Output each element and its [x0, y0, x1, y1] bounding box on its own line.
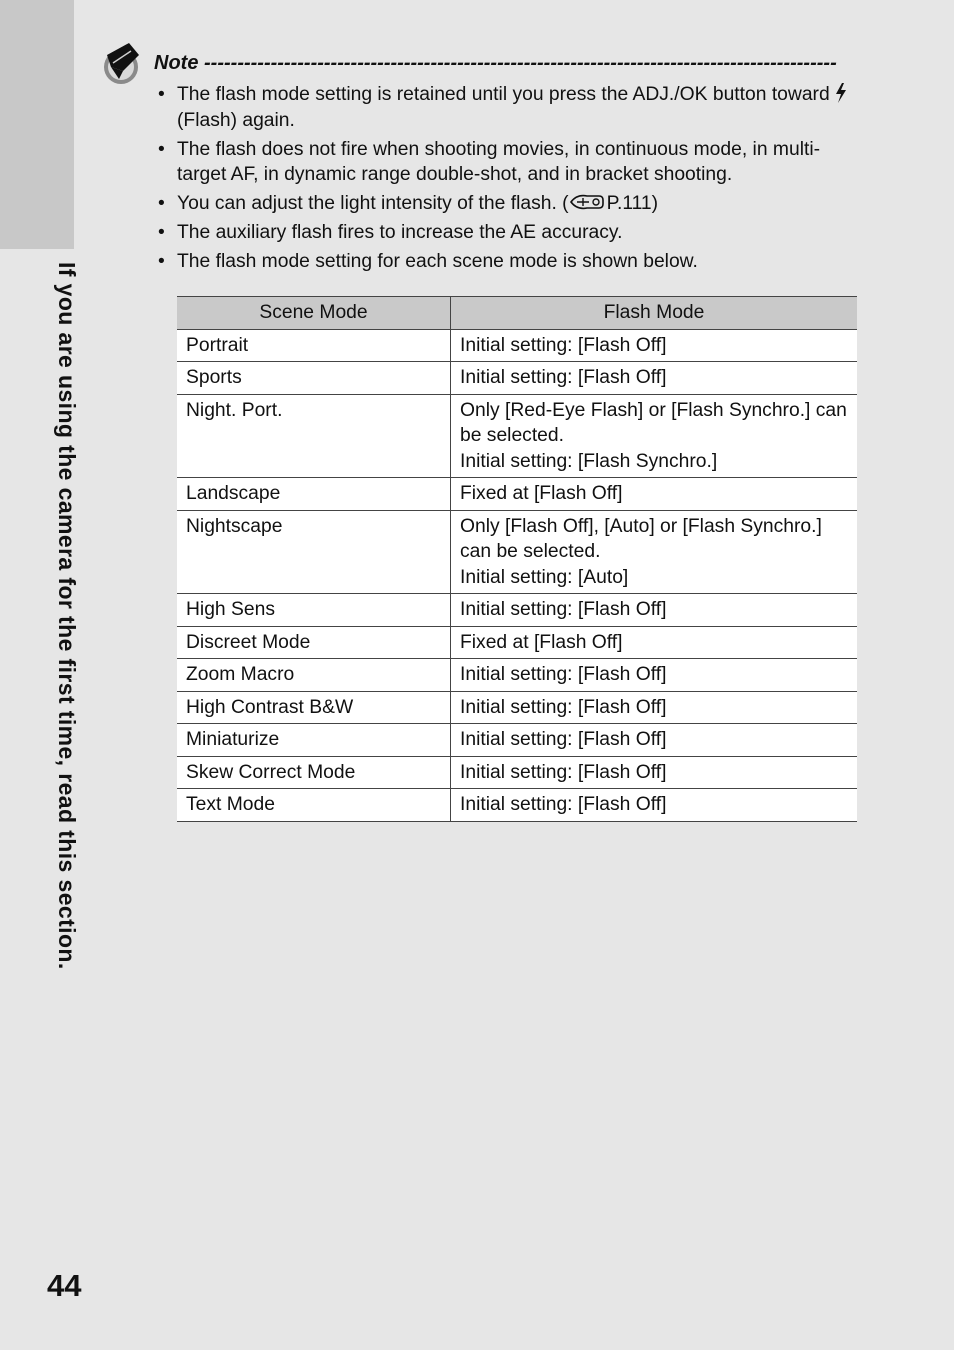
reference-icon: [569, 192, 605, 212]
header-flash-mode: Flash Mode: [451, 297, 858, 330]
table-row: [177, 510, 857, 594]
flash-cell: Initial setting: [Flash Off]: [451, 659, 858, 692]
table-row: [177, 659, 857, 692]
note-pencil-icon: [101, 41, 141, 85]
flash-cell: Only [Red-Eye Flash] or [Flash Synchro.] can be selected. Initial setting: [Flash Synchro.]: [451, 394, 858, 478]
flash-icon: [834, 83, 848, 103]
scene-cell: Night. Port.: [177, 394, 451, 478]
chapter-side-tab: [0, 0, 74, 249]
table-row: [177, 691, 857, 724]
flash-cell: Initial setting: [Flash Off]: [451, 789, 858, 822]
table-row: [177, 756, 857, 789]
flash-cell: Fixed at [Flash Off]: [451, 626, 858, 659]
flash-cell: Initial setting: [Flash Off]: [451, 594, 858, 627]
table-row: [177, 329, 857, 362]
scene-cell: Portrait: [177, 329, 451, 362]
flash-cell: Initial setting: [Flash Off]: [451, 362, 858, 395]
bullet-item: [158, 137, 858, 188]
table-row: [177, 626, 857, 659]
header-scene-mode: Scene Mode: [177, 297, 451, 330]
scene-cell: Landscape: [177, 478, 451, 511]
note-bullet-list: [158, 82, 858, 278]
scene-cell: Miniaturize: [177, 724, 451, 757]
bullet-text: You can adjust the light intensity of the flash. (: [177, 193, 569, 214]
scene-flash-table: [177, 296, 857, 822]
scene-cell: Skew Correct Mode: [177, 756, 451, 789]
note-divider: -----------------------------------------------------------------------------------------------: [204, 52, 837, 74]
flash-cell: Initial setting: [Flash Off]: [451, 329, 858, 362]
flash-cell: Fixed at [Flash Off]: [451, 478, 858, 511]
bullet-item: [158, 82, 858, 133]
bullet-text: The flash does not fire when shooting movies, in continuous mode, in multi-target AF, in dynamic range double-shot, and in bracket shooting.: [177, 138, 821, 185]
scene-cell: Discreet Mode: [177, 626, 451, 659]
scene-cell: High Sens: [177, 594, 451, 627]
scene-cell: Sports: [177, 362, 451, 395]
scene-cell: Text Mode: [177, 789, 451, 822]
note-title: Note: [154, 52, 199, 74]
bullet-item: [158, 249, 858, 275]
bullet-text: The auxiliary flash fires to increase the AE accuracy.: [177, 222, 623, 243]
bullet-text: P.111): [606, 193, 659, 214]
chapter-side-label: If you are using the camera for the first time, read this section.: [54, 262, 80, 970]
bullet-text: The flash mode setting for each scene mode is shown below.: [177, 251, 698, 272]
table-row: [177, 789, 857, 822]
bullet-text: The flash mode setting is retained until you press the ADJ./OK button toward: [177, 84, 830, 105]
flash-cell: Only [Flash Off], [Auto] or [Flash Synchro.] can be selected. Initial setting: [Auto]: [451, 510, 858, 594]
scene-cell: High Contrast B&W: [177, 691, 451, 724]
bullet-item: [158, 220, 858, 246]
table-row: [177, 724, 857, 757]
flash-cell: Initial setting: [Flash Off]: [451, 724, 858, 757]
table-row: [177, 478, 857, 511]
bullet-text: (Flash) again.: [177, 109, 295, 131]
scene-cell: Zoom Macro: [177, 659, 451, 692]
table-header-row: [177, 297, 857, 330]
flash-cell: Initial setting: [Flash Off]: [451, 691, 858, 724]
table-row: [177, 362, 857, 395]
scene-cell: Nightscape: [177, 510, 451, 594]
bullet-item: [158, 191, 858, 217]
flash-cell: Initial setting: [Flash Off]: [451, 756, 858, 789]
table-row: [177, 594, 857, 627]
table-row: [177, 394, 857, 478]
note-header: [154, 52, 854, 78]
page-number: 44: [47, 1268, 82, 1303]
